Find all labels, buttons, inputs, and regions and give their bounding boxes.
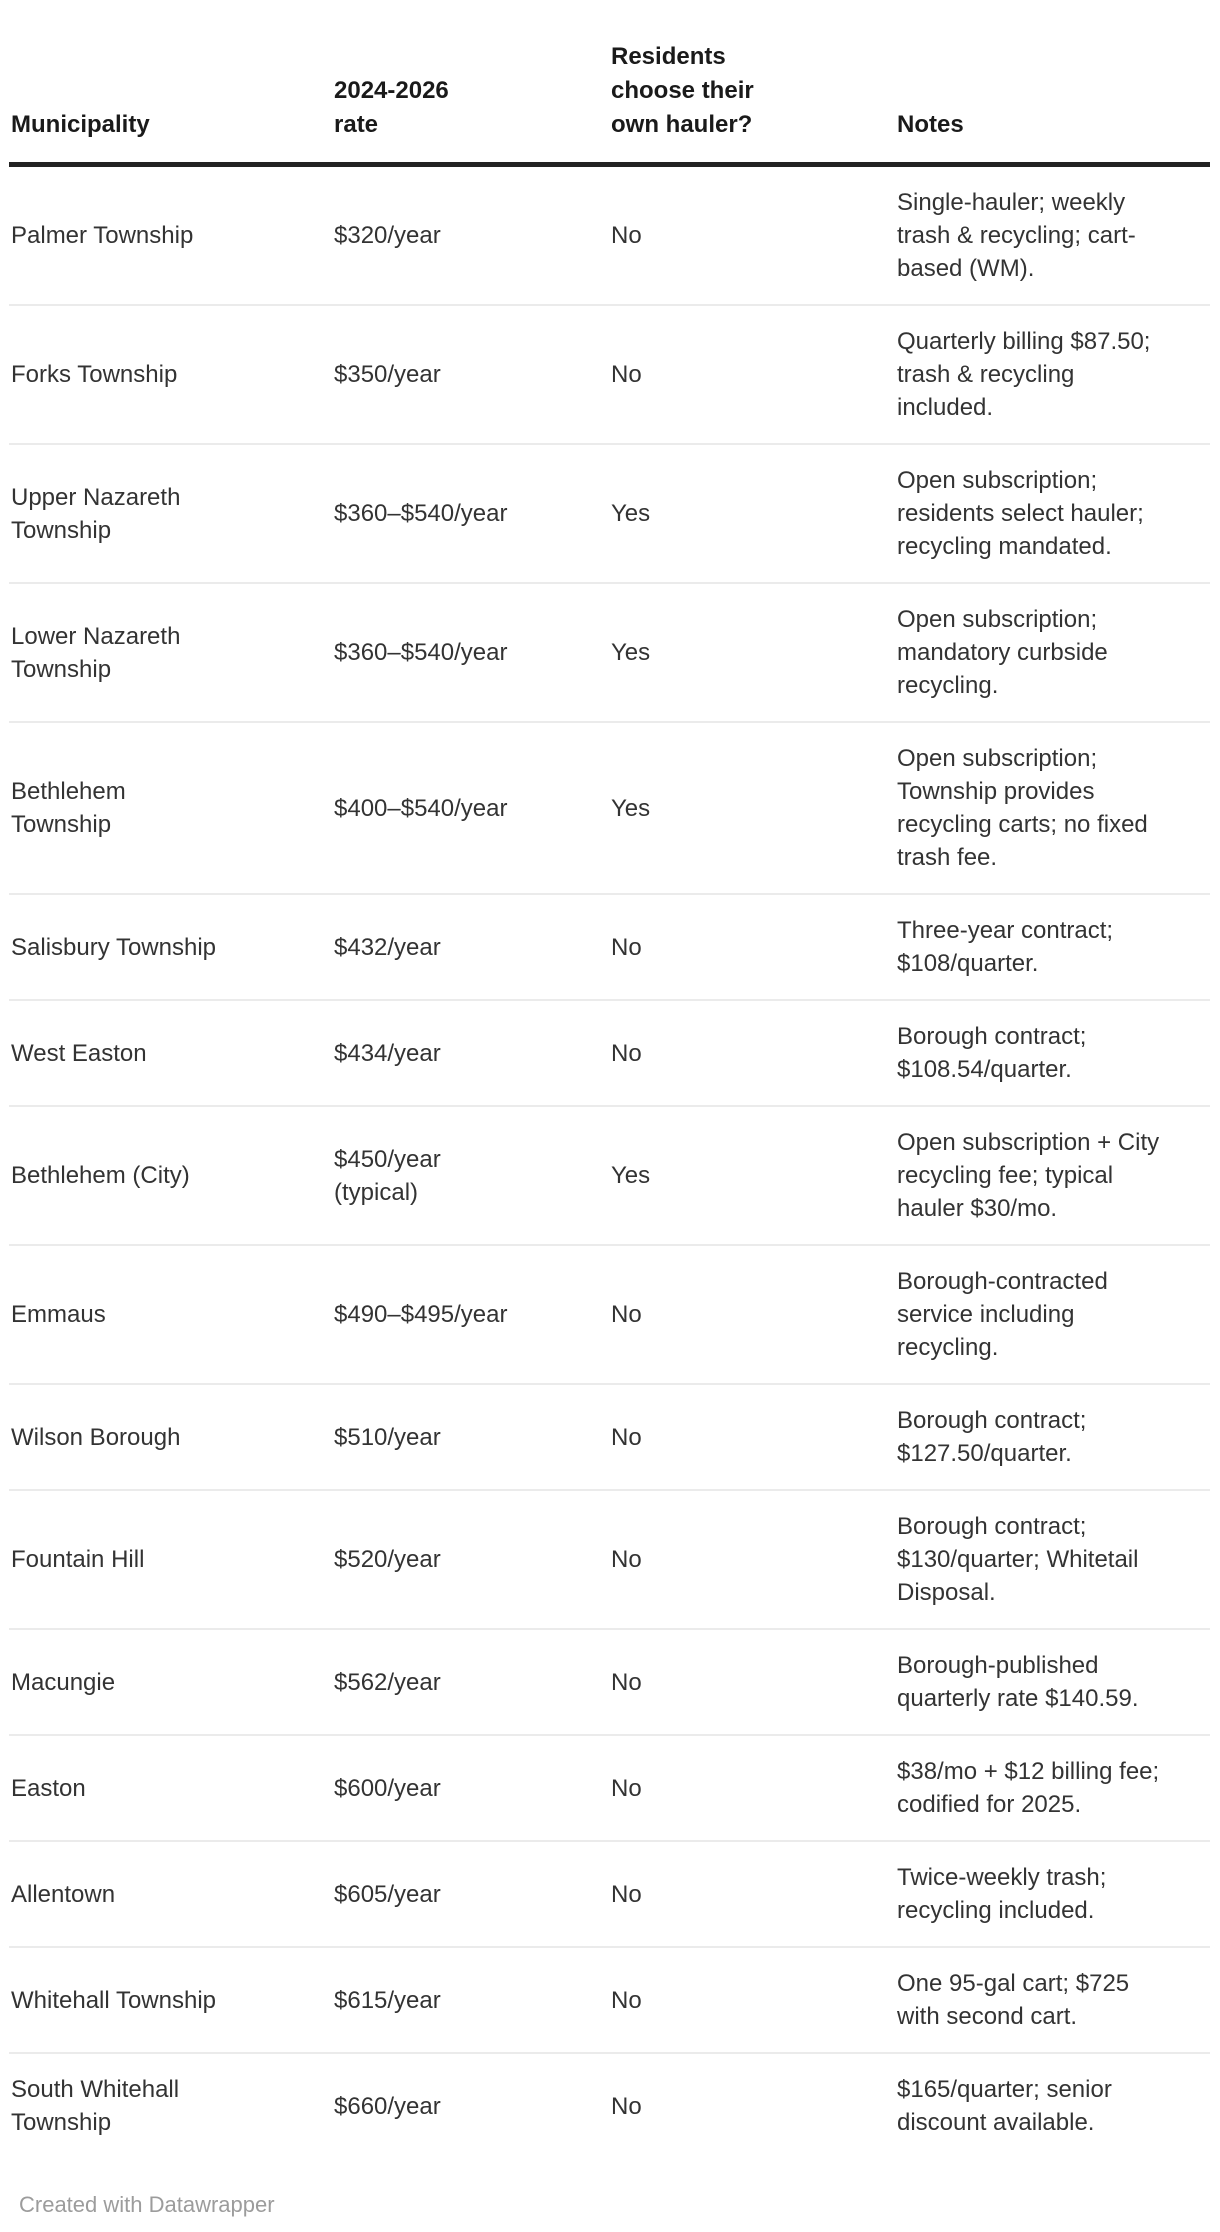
- table-row: [9, 894, 1210, 1000]
- table-row: [9, 1384, 1210, 1490]
- cell-hauler-choice: Yes: [609, 444, 895, 583]
- cell-hauler-choice: No: [609, 1841, 895, 1947]
- cell-rate: $510/year: [332, 1384, 609, 1490]
- cell-hauler-choice: No: [609, 1000, 895, 1106]
- cell-hauler-choice: No: [609, 1384, 895, 1490]
- cell-notes: Quarterly billing $87.50; trash & recycling included.: [895, 305, 1210, 444]
- cell-municipality: Allentown: [9, 1841, 332, 1947]
- cell-municipality: South Whitehall Township: [11, 2076, 180, 2136]
- cell-municipality: Fountain Hill: [9, 1490, 332, 1629]
- cell-hauler-choice: No: [609, 1735, 895, 1841]
- cell-rate: $562/year: [332, 1629, 609, 1735]
- table-row: [9, 444, 1210, 583]
- cell-rate: $660/year: [334, 2092, 441, 2120]
- header-row: [9, 0, 1210, 165]
- cell-municipality: Whitehall Township: [9, 1947, 332, 2053]
- cell-hauler-choice: No: [609, 1490, 895, 1629]
- table-row: [9, 165, 1210, 306]
- table-row: [9, 1000, 1210, 1106]
- cell-notes: Borough-contracted service including recycling.: [895, 1245, 1210, 1384]
- cell-rate: $520/year: [332, 1490, 609, 1629]
- cell-hauler-choice: No: [609, 1629, 895, 1735]
- table-row: [9, 305, 1210, 444]
- cell-hauler-choice: No: [609, 165, 895, 306]
- cell-municipality: Bethlehem (City): [9, 1106, 332, 1245]
- cell-municipality: Palmer Township: [9, 165, 332, 306]
- cell-municipality: Wilson Borough: [9, 1384, 332, 1490]
- cell-notes: Borough-published quarterly rate $140.59.: [895, 1629, 1210, 1735]
- cell-hauler-choice: Yes: [609, 583, 895, 722]
- cell-rate: $490–$495/year: [332, 1245, 609, 1384]
- table-row: [9, 1106, 1210, 1245]
- cell-hauler-choice: No: [611, 2092, 642, 2120]
- column-header-municipality: Municipality: [9, 0, 332, 165]
- cell-municipality: Upper Nazareth Township: [9, 444, 332, 583]
- cell-notes: Three-year contract; $108/quarter.: [895, 894, 1210, 1000]
- column-header-notes: Notes: [895, 0, 1210, 165]
- cell-hauler-choice: Yes: [609, 1106, 895, 1245]
- cell-rate: $400–$540/year: [332, 722, 609, 894]
- cell-notes: Single-hauler; weekly trash & recycling; cart-based (WM).: [895, 165, 1210, 306]
- cell-notes: $38/mo + $12 billing fee; codified for 2025.: [895, 1735, 1210, 1841]
- table-row: [9, 1947, 1210, 2053]
- table-row: [9, 2053, 1210, 2158]
- cell-hauler-choice: Yes: [609, 722, 895, 894]
- table-row: [9, 583, 1210, 722]
- datawrapper-credit-link[interactable]: Created with Datawrapper: [19, 2192, 275, 2217]
- cell-rate: $434/year: [332, 1000, 609, 1106]
- table-row: [9, 1629, 1210, 1735]
- cell-rate: $615/year: [332, 1947, 609, 2053]
- cell-notes: $165/quarter; senior discount available.: [897, 2076, 1112, 2136]
- cell-notes: One 95-gal cart; $725 with second cart.: [895, 1947, 1210, 2053]
- table-row: [9, 1735, 1210, 1841]
- cell-municipality: Easton: [9, 1735, 332, 1841]
- rates-table: [9, 0, 1210, 2158]
- cell-hauler-choice: No: [609, 894, 895, 1000]
- table-row: [9, 722, 1210, 894]
- cell-rate: $600/year: [332, 1735, 609, 1841]
- cell-municipality: Macungie: [9, 1629, 332, 1735]
- cell-notes: Borough contract; $127.50/quarter.: [895, 1384, 1210, 1490]
- cell-municipality: Emmaus: [9, 1245, 332, 1384]
- table-row: [9, 1490, 1210, 1629]
- cell-rate: $605/year: [332, 1841, 609, 1947]
- cell-rate: $450/year (typical): [332, 1106, 609, 1245]
- cell-rate: $432/year: [332, 894, 609, 1000]
- table-row: [9, 1245, 1210, 1384]
- cell-rate: $320/year: [332, 165, 609, 306]
- cell-notes: Open subscription; residents select hauler; recycling mandated.: [895, 444, 1210, 583]
- cell-notes: Borough contract; $108.54/quarter.: [895, 1000, 1210, 1106]
- table-row: [9, 1841, 1210, 1947]
- cell-notes: Borough contract; $130/quarter; Whitetail Disposal.: [895, 1490, 1210, 1629]
- cell-hauler-choice: No: [609, 1947, 895, 2053]
- column-header-rate: 2024-2026 rate: [332, 0, 609, 165]
- cell-notes: Open subscription; Township provides recycling carts; no fixed trash fee.: [895, 722, 1210, 894]
- cell-notes: Open subscription + City recycling fee; typical hauler $30/mo.: [895, 1106, 1210, 1245]
- cell-municipality: Bethlehem Township: [9, 722, 332, 894]
- cell-municipality: West Easton: [9, 1000, 332, 1106]
- cell-rate: $350/year: [332, 305, 609, 444]
- cell-hauler-choice: No: [609, 1245, 895, 1384]
- cell-notes: Twice-weekly trash; recycling included.: [895, 1841, 1210, 1947]
- cell-hauler-choice: No: [609, 305, 895, 444]
- cell-municipality: Lower Nazareth Township: [9, 583, 332, 722]
- cell-rate: $360–$540/year: [332, 583, 609, 722]
- cell-rate: $360–$540/year: [332, 444, 609, 583]
- cell-notes: Open subscription; mandatory curbside recycling.: [895, 583, 1210, 722]
- cell-municipality: Forks Township: [9, 305, 332, 444]
- cell-municipality: Salisbury Township: [9, 894, 332, 1000]
- column-header-hauler-choice: Residents choose their own hauler?: [609, 0, 895, 165]
